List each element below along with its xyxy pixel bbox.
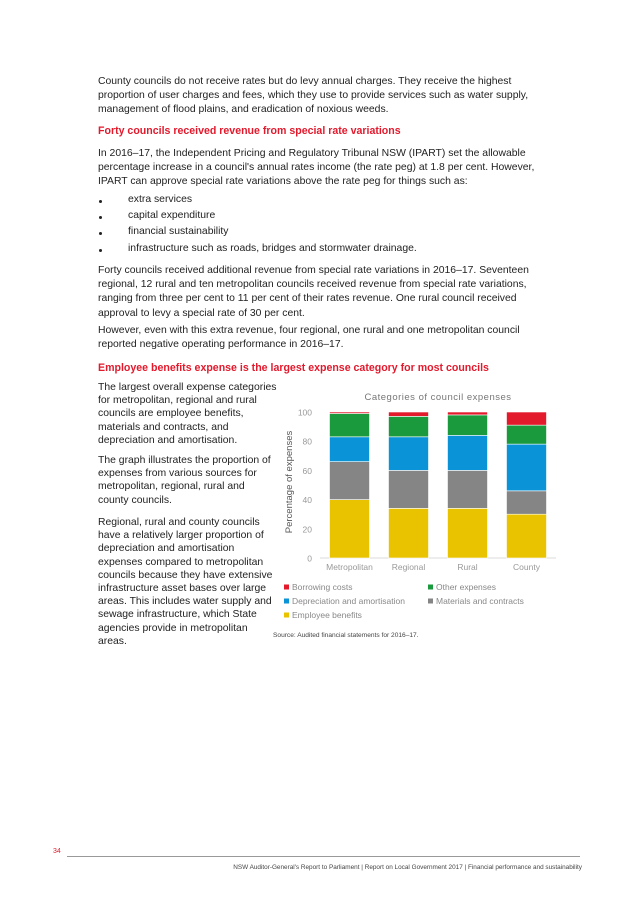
legend-label: Depreciation and amortisation xyxy=(292,596,405,606)
legend-swatch xyxy=(284,613,289,618)
bullet-item: financial sustainability xyxy=(98,225,417,241)
bar-segment-employee-benefits-rural xyxy=(448,508,488,558)
forty-councils-paragraph: Forty councils received additional revenue from special rate variations in 2016–17. Seventeen regional, 12 rural and ten metropolitan councils received revenue from special rate variations, ranging from three per cent to 11 per cent of their rates revenue. One rural council received approval to levy a special rate of 30 per cent. xyxy=(98,265,529,319)
footer-text: NSW Auditor-General's Report to Parliament | Report on Local Government 2017 | Financial performance and sustainability xyxy=(233,864,582,871)
y-tick-label: 100 xyxy=(297,407,312,418)
intro-paragraph: County councils do not receive rates but do levy annual charges. They receive the highest proportion of user charges and fees, which they use to provide services such as water supply, management of flood plains, and eradication of noxious weeds. xyxy=(98,76,529,116)
bar-segment-employee-benefits-metropolitan xyxy=(330,500,370,558)
section-heading-employee-benefits: Employee benefits expense is the largest expense category for most councils xyxy=(98,362,489,374)
x-tick-label: Rural xyxy=(457,562,478,572)
ipart-paragraph: In 2016–17, the Independent Pricing and Regulatory Tribunal NSW (IPART) set the allowable percentage increase in a council's annual rates income (the rate peg) at 1.8 per cent. However, IPART can approve special rate variations above the rate peg for things such as: xyxy=(98,148,535,188)
bar-segment-depreciation-and-amortisation-county xyxy=(507,444,547,491)
bullet-item: extra services xyxy=(98,193,417,209)
legend-swatch xyxy=(428,585,433,590)
negative-performance-paragraph: However, even with this extra revenue, four regional, one rural and one metropolitan council reported negative operating performance in 2016–17. xyxy=(98,325,520,351)
council-expenses-chart xyxy=(268,386,560,634)
bar-segment-materials-and-contracts-rural xyxy=(448,470,488,508)
bar-segment-depreciation-and-amortisation-rural xyxy=(448,435,488,470)
bar-segment-other-expenses-metropolitan xyxy=(330,413,370,436)
bar-segment-employee-benefits-county xyxy=(507,514,547,558)
bar-segment-borrowing-costs-county xyxy=(507,412,547,425)
y-tick-label: 40 xyxy=(302,495,312,506)
legend-label: Employee benefits xyxy=(292,610,362,620)
x-tick-label: Regional xyxy=(391,562,426,572)
legend-label: Borrowing costs xyxy=(292,582,353,592)
bar-segment-materials-and-contracts-metropolitan xyxy=(330,462,370,500)
legend-swatch xyxy=(428,599,433,604)
bar-segment-borrowing-costs-rural xyxy=(448,412,488,415)
bar-segment-materials-and-contracts-county xyxy=(507,491,547,514)
chart-title: Categories of council expenses xyxy=(364,392,512,403)
expense-categories-paragraph: The largest overall expense categories for metropolitan, regional and rural councils are employee benefits, materials and contracts, and depreciation and amortisation. xyxy=(98,382,277,446)
x-tick-label: County xyxy=(513,562,540,572)
depreciation-explanation-paragraph: Regional, rural and county councils have a relatively larger proportion of depreciation and amortisation expenses compared to metropolitan councils because they have extensive infrastructure asset bases over large areas. This includes water supply and sewage infrastructure, which State agencies provide in metropolitan areas. xyxy=(98,517,273,647)
bar-segment-employee-benefits-regional xyxy=(389,508,429,558)
section-heading-special-rate: Forty councils received revenue from special rate variations xyxy=(98,125,401,137)
bar-segment-other-expenses-regional xyxy=(389,416,429,436)
y-tick-label: 80 xyxy=(302,436,312,447)
bullet-item: capital expenditure xyxy=(98,209,417,225)
x-tick-label: Metropolitan xyxy=(326,562,373,572)
bar-segment-other-expenses-county xyxy=(507,425,547,444)
chart-source-note: Source: Audited financial statements for 2016–17. xyxy=(273,632,419,639)
legend-label: Other expenses xyxy=(436,582,497,592)
legend-swatch xyxy=(284,599,289,604)
y-tick-label: 60 xyxy=(302,465,312,476)
y-tick-label: 0 xyxy=(307,553,312,564)
special-rate-bullet-list xyxy=(98,193,417,258)
legend-swatch xyxy=(284,585,289,590)
bar-segment-borrowing-costs-metropolitan xyxy=(330,412,370,413)
legend-label: Materials and contracts xyxy=(436,596,524,606)
bullet-item: infrastructure such as roads, bridges and stormwater drainage. xyxy=(98,242,417,258)
bar-segment-depreciation-and-amortisation-regional xyxy=(389,437,429,471)
footer-divider xyxy=(67,856,580,857)
bar-segment-other-expenses-rural xyxy=(448,415,488,435)
y-axis-label: Percentage of expenses xyxy=(284,430,295,534)
y-tick-label: 20 xyxy=(302,524,312,535)
bar-segment-materials-and-contracts-regional xyxy=(389,470,429,508)
graph-description-paragraph: The graph illustrates the proportion of expenses from various sources for metropolitan, regional, rural and county councils. xyxy=(98,455,271,506)
page-number: 34 xyxy=(53,848,61,855)
bar-segment-borrowing-costs-regional xyxy=(389,412,429,416)
bar-segment-depreciation-and-amortisation-metropolitan xyxy=(330,437,370,462)
